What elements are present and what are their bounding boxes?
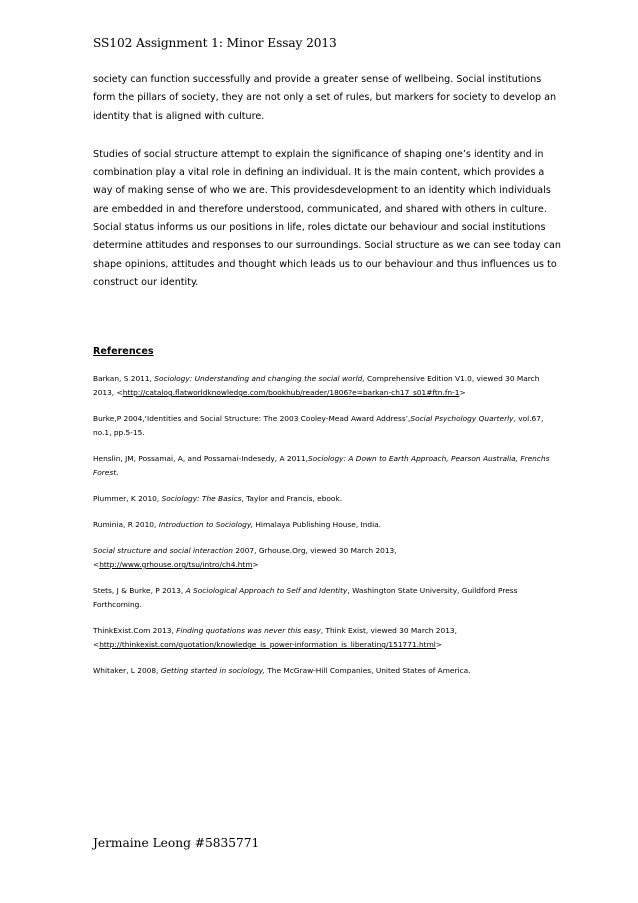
paragraph: society can function successfully and provide a greater sense of wellbeing. Social institutions form the pillars of society, they are not only a set of rules, but markers for society to develop an identity that is aligned with culture. xyxy=(93,74,557,122)
reference-link[interactable]: http://thinkexist.com/quotation/knowledge_is_power-information_is_liberating/151771.html xyxy=(99,640,436,649)
page-header: SS102 Assignment 1: Minor Essay 2013 xyxy=(93,36,337,50)
reference-link[interactable]: http://catalog.flatworldknowledge.com/bookhub/reader/1806?e=barkan-ch17_s01#ftn.fn-1 xyxy=(122,388,460,397)
reference-item: ThinkExist.Com 2013, Finding quotations was never this easy, Think Exist, viewed 30 March 2013, <http://thinkexist.com/quotation/knowledge_is_power-information_is_liberating/151771.html> xyxy=(93,626,457,649)
reference-item: Social structure and social interaction 2007, Grhouse.Org, viewed 30 March 2013,<http://www.grhouse.org/tsu/intro/ch4.htm> xyxy=(93,546,397,569)
page-footer: Jermaine Leong #5835771 xyxy=(93,836,260,850)
reference-item: Ruminia, R 2010, Introduction to Sociology, Himalaya Publishing House, India. xyxy=(93,520,382,529)
reference-item: Burke,P 2004,‘Identities and Social Structure: The 2003 Cooley-Mead Award Address’,Social Psychology Quarterly, vol.67, no.1, pp.5-15. xyxy=(93,414,544,437)
reference-item: Barkan, S 2011, Sociology: Understanding and changing the social world, Comprehensive Edition V1.0, viewed 30 March 2013, <http://catalog.flatworldknowledge.com/bookhub/reader/1806?e=barkan-ch17_s01#ftn.fn-1> xyxy=(93,374,540,397)
reference-item: Stets, J & Burke, P 2013, A Sociological Approach to Self and Identity, Washington State University, Guildford Press Forthcoming. xyxy=(93,586,518,609)
paragraph: Studies of social structure attempt to explain the significance of shaping one’s identity and in combination play a vital role in defining an individual. It is the main content, which provides a way of making sense of who we are. This providesdevelopment to an identity which individuals are embedded in and therefore understood, communicated, and shared with others in culture. Social status informs us our positions in life, roles dictate our behaviour and social institutions determine attitudes and responses to our surroundings. Social structure as we can see today can shape opinions, attitudes and thought which leads us to our behaviour and thus influences us to construct our identity. xyxy=(93,148,561,288)
reference-item: Plummer, K 2010, Sociology: The Basics, Taylor and Francis, ebook. xyxy=(93,494,343,503)
reference-link[interactable]: http://www.grhouse.org/tsu/intro/ch4.htm xyxy=(99,560,253,569)
references-list xyxy=(93,372,553,690)
reference-item: Henslin, JM, Possamai, A, and Possamai-Indesedy, A 2011,Sociology: A Down to Earth Approach, Pearson Australia, Frenchs Forest. xyxy=(93,454,550,477)
essay-body xyxy=(93,71,563,292)
references-heading: References xyxy=(93,346,154,357)
reference-item: Whitaker, L 2008, Getting started in sociology, The McGraw-Hill Companies, United States of America. xyxy=(93,666,471,675)
